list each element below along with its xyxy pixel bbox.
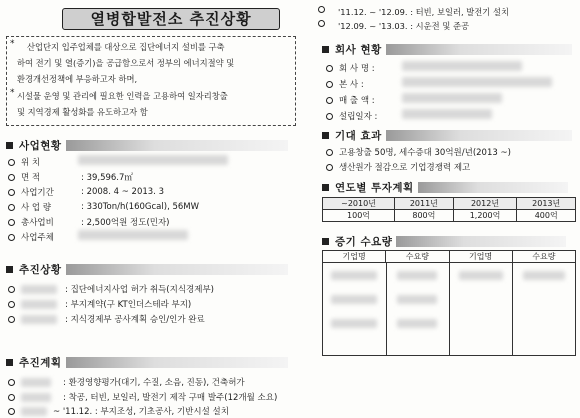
table-cell: 2012년	[453, 198, 517, 210]
circle-bullet-icon	[8, 408, 15, 415]
redacted-text	[397, 271, 437, 280]
square-bullet-icon	[322, 46, 329, 53]
effect-row: 고용창출 50명, 세수증대 30억원/년(2013 ~)	[326, 146, 511, 158]
redacted-text	[331, 319, 377, 328]
intro-line: 및 지역경제 활성화를 유도하고자 함	[17, 107, 148, 117]
table-header: 기업명	[450, 251, 513, 262]
redacted-date	[21, 300, 57, 309]
circle-bullet-icon	[8, 189, 15, 196]
circle-bullet-icon	[326, 97, 333, 104]
table-header: 수요량	[386, 251, 449, 262]
redacted-text	[78, 230, 188, 240]
square-bullet-icon	[6, 359, 13, 366]
redacted-text	[402, 109, 492, 119]
redacted-text	[459, 271, 503, 280]
table-cell: 800억	[395, 210, 454, 222]
circle-bullet-icon	[326, 164, 333, 171]
table-cell: ~2010년	[323, 198, 395, 210]
plan-row: : 착공, 터빈, 보일러, 발전기 제작 구매 발주(12개월 소요)	[8, 391, 277, 403]
redacted-text	[78, 155, 228, 165]
business-row: 총사업비 : 2,500억원 정도(민자)	[8, 216, 170, 228]
section-header-company: 회사 현황	[322, 42, 572, 57]
circle-bullet-icon	[326, 149, 333, 156]
demand-table	[322, 250, 576, 356]
schedule-line: '11.12. ~ '12.09. : 터빈, 보일러, 발전기 설치	[338, 7, 509, 17]
company-row: 회 사 명 :	[326, 62, 375, 74]
header-bar	[66, 357, 288, 368]
intro-line: 산업단지 입주업체를 대상으로 집단에너지 설비를 구축	[27, 42, 225, 52]
effect-row: 생산원가 절감으로 기업경쟁력 제고	[326, 161, 470, 173]
header-bar	[396, 236, 566, 247]
table-cell: 100억	[323, 210, 395, 222]
intro-line: 환경개선정책에 부응하고자 하며,	[17, 74, 138, 84]
redacted-text	[402, 61, 522, 71]
company-row: 매 출 액 :	[326, 94, 375, 106]
business-row: 위 치	[8, 156, 81, 168]
redacted-text	[331, 271, 377, 280]
circle-bullet-icon	[326, 65, 333, 72]
company-row: 설립일자 :	[326, 110, 377, 122]
circle-bullet-icon	[8, 204, 15, 211]
square-bullet-icon	[322, 184, 329, 191]
progress-row: : 집단에너지사업 허가 취득(지식경제부)	[8, 283, 214, 295]
progress-row: : 부지계약(구 KT인더스테라 부지)	[8, 298, 191, 310]
redacted-text	[397, 295, 437, 304]
business-row: 면 적 : 39,596.7㎡	[8, 171, 133, 183]
table-cell: 2011년	[395, 198, 454, 210]
redacted-date	[21, 285, 57, 294]
section-header-demand: 증기 수요량	[322, 234, 566, 249]
table-header: 수요량	[532, 252, 556, 261]
redacted-text	[402, 77, 552, 87]
circle-bullet-icon	[8, 379, 15, 386]
redacted-date	[21, 378, 51, 387]
section-header-progress: 추진상황	[6, 262, 288, 277]
business-row: 사업기간 : 2008. 4 ~ 2013. 3	[8, 186, 164, 198]
header-bar	[66, 140, 288, 151]
business-row: 사 업 량 : 330Ton/h(160Gcal), 56MW	[8, 201, 199, 213]
section-header-business: 사업현황	[6, 138, 288, 153]
column-divider	[386, 263, 387, 355]
redacted-text	[331, 295, 377, 304]
circle-bullet-icon	[8, 316, 15, 323]
plan-row: : 환경영향평가(대기, 수질, 소음, 진동), 건축허가	[8, 376, 245, 388]
circle-bullet-icon	[8, 234, 15, 241]
page-title: 열병합발전소 추진상황	[62, 8, 280, 30]
intro-box	[6, 36, 296, 126]
intro-line: 시설물 운영 및 관리에 필요한 인력을 고용하여 일자리창출	[17, 91, 228, 101]
square-bullet-icon	[322, 238, 329, 245]
intro-line: 하여 전기 및 열(증기)을 공급함으로서 정부의 에너지절약 및	[17, 58, 235, 68]
section-header-plan: 추진계획	[6, 355, 288, 370]
redacted-date	[21, 407, 47, 416]
progress-row: : 지식경제부 공사계획 승인/인가 완료	[8, 313, 205, 325]
circle-bullet-icon	[8, 159, 15, 166]
redacted-text	[397, 319, 437, 328]
table-header-row	[323, 251, 575, 263]
table-cell: 2013년	[517, 198, 576, 210]
bullet-circle-icon	[318, 20, 331, 27]
circle-bullet-icon	[326, 113, 333, 120]
circle-bullet-icon	[326, 81, 333, 88]
circle-bullet-icon	[8, 301, 15, 308]
table-row	[323, 198, 576, 210]
table-row	[323, 210, 576, 222]
square-bullet-icon	[322, 132, 329, 139]
redacted-date	[21, 393, 51, 402]
header-bar	[386, 44, 572, 55]
section-header-effect: 기대 효과	[322, 128, 572, 143]
circle-bullet-icon	[8, 174, 15, 181]
redacted-text	[402, 93, 502, 103]
schedule-line: '12.09. ~ '13.03. : 시운전 및 준공	[338, 21, 470, 31]
redacted-text	[523, 271, 565, 280]
table-cell: 1,200억	[453, 210, 517, 222]
table-cell: 400억	[517, 210, 576, 222]
circle-bullet-icon	[8, 394, 15, 401]
business-row: 사업주체	[8, 231, 81, 243]
square-bullet-icon	[6, 142, 13, 149]
header-bar	[386, 130, 572, 141]
circle-bullet-icon	[8, 219, 15, 226]
column-divider	[512, 263, 513, 355]
column-divider	[449, 263, 450, 355]
plan-row: ~ '11.12. : 부지조성, 기초공사, 기반시설 설치	[8, 405, 229, 417]
header-bar	[418, 182, 568, 193]
header-bar	[66, 264, 288, 275]
bullet-star-icon: *	[10, 88, 15, 98]
square-bullet-icon	[6, 266, 13, 273]
circle-bullet-icon	[8, 286, 15, 293]
company-row: 본 사 :	[326, 78, 364, 90]
redacted-date	[21, 315, 57, 324]
investment-table	[322, 197, 576, 222]
bullet-star-icon: *	[10, 39, 15, 49]
table-header: 기업명	[323, 251, 386, 262]
section-header-investment: 연도별 투자계획	[322, 180, 568, 195]
bullet-circle-icon	[318, 6, 331, 13]
